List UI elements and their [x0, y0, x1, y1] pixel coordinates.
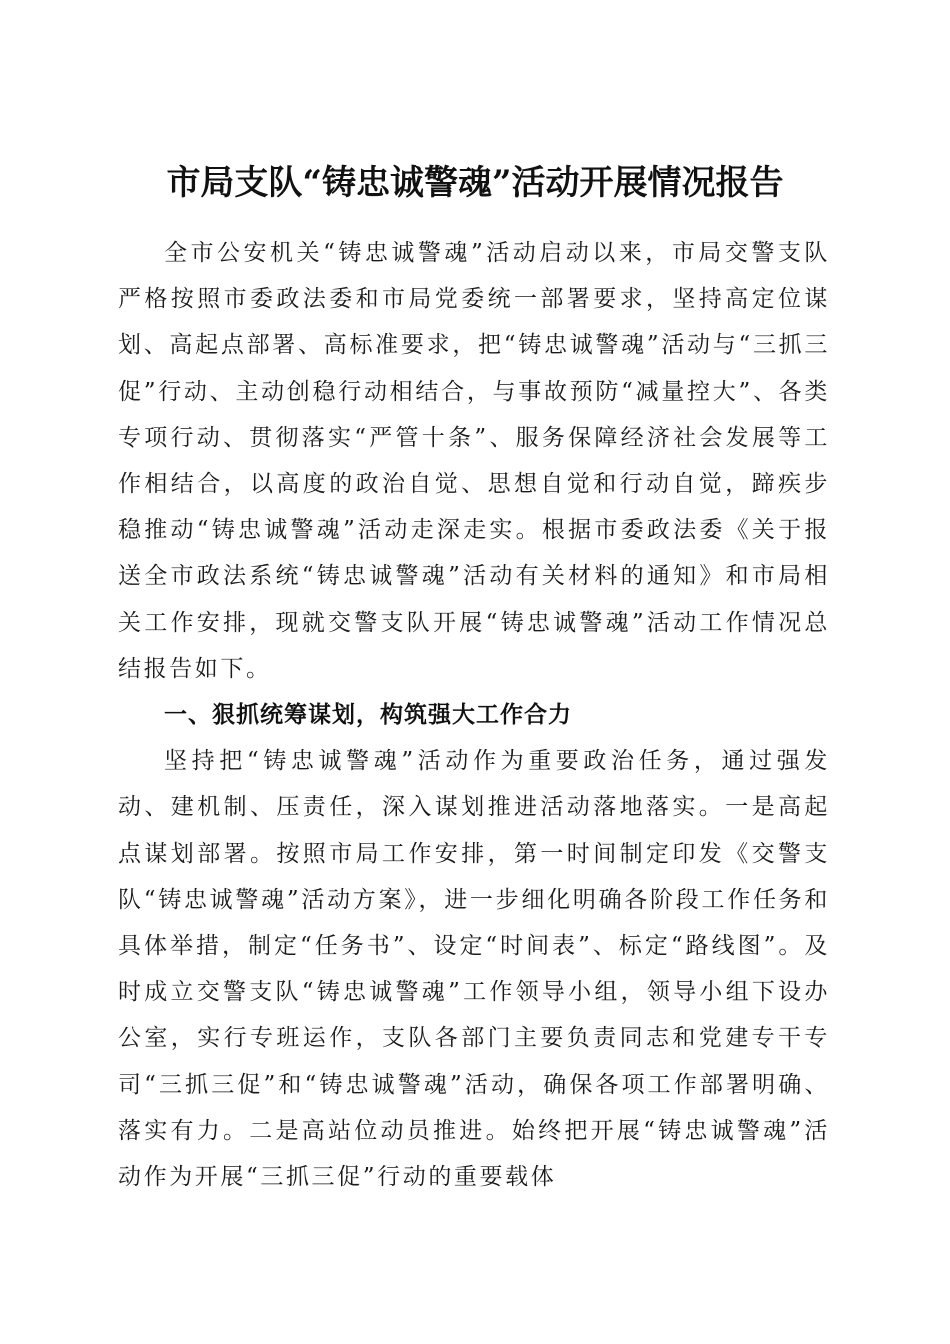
paragraph-section-1: 坚持把“铸忠诚警魂”活动作为重要政治任务，通过强发动、建机制、压责任，深入谋划推进活动落地落实。一是高起点谋划部署。按照市局工作安排，第一时间制定印发《交警支队“铸忠诚警魂”活动方案》，进一步细化明确各阶段工作任务和具体举措，制定“任务书”、设定“时间表”、标定“路线图”。及时成立交警支队“铸忠诚警魂”工作领导小组，领导小组下设办公室，实行专班运作，支队各部门主要负责同志和党建专干专司“三抓三促”和“铸忠诚警魂”活动，确保各项工作部署明确、落实有力。二是高站位动员推进。始终把开展“铸忠诚警魂”活动作为开展“三抓三促”行动的重要载体: [118, 748, 830, 1191]
document-body: [118, 230, 830, 1200]
section-heading-1: 一、狠抓统筹谋划，构筑强大工作合力: [164, 702, 572, 729]
paragraph-intro: 全市公安机关“铸忠诚警魂”活动启动以来，市局交警支队严格按照市委政法委和市局党委统一部署要求，坚持高定位谋划、高起点部署、高标准要求，把“铸忠诚警魂”活动与“三抓三促”行动、主动创稳行动相结合，与事故预防“减量控大”、各类专项行动、贯彻落实“严管十条”、服务保障经济社会发展等工作相结合，以高度的政治自觉、思想自觉和行动自觉，蹄疾步稳推动“铸忠诚警魂”活动走深走实。根据市委政法委《关于报送全市政法系统“铸忠诚警魂”活动有关材料的通知》和市局相关工作安排，现就交警支队开展“铸忠诚警魂”活动工作情况总结报告如下。: [118, 240, 830, 682]
document-title: 市局支队“铸忠诚警魂”活动开展情况报告: [166, 162, 784, 203]
